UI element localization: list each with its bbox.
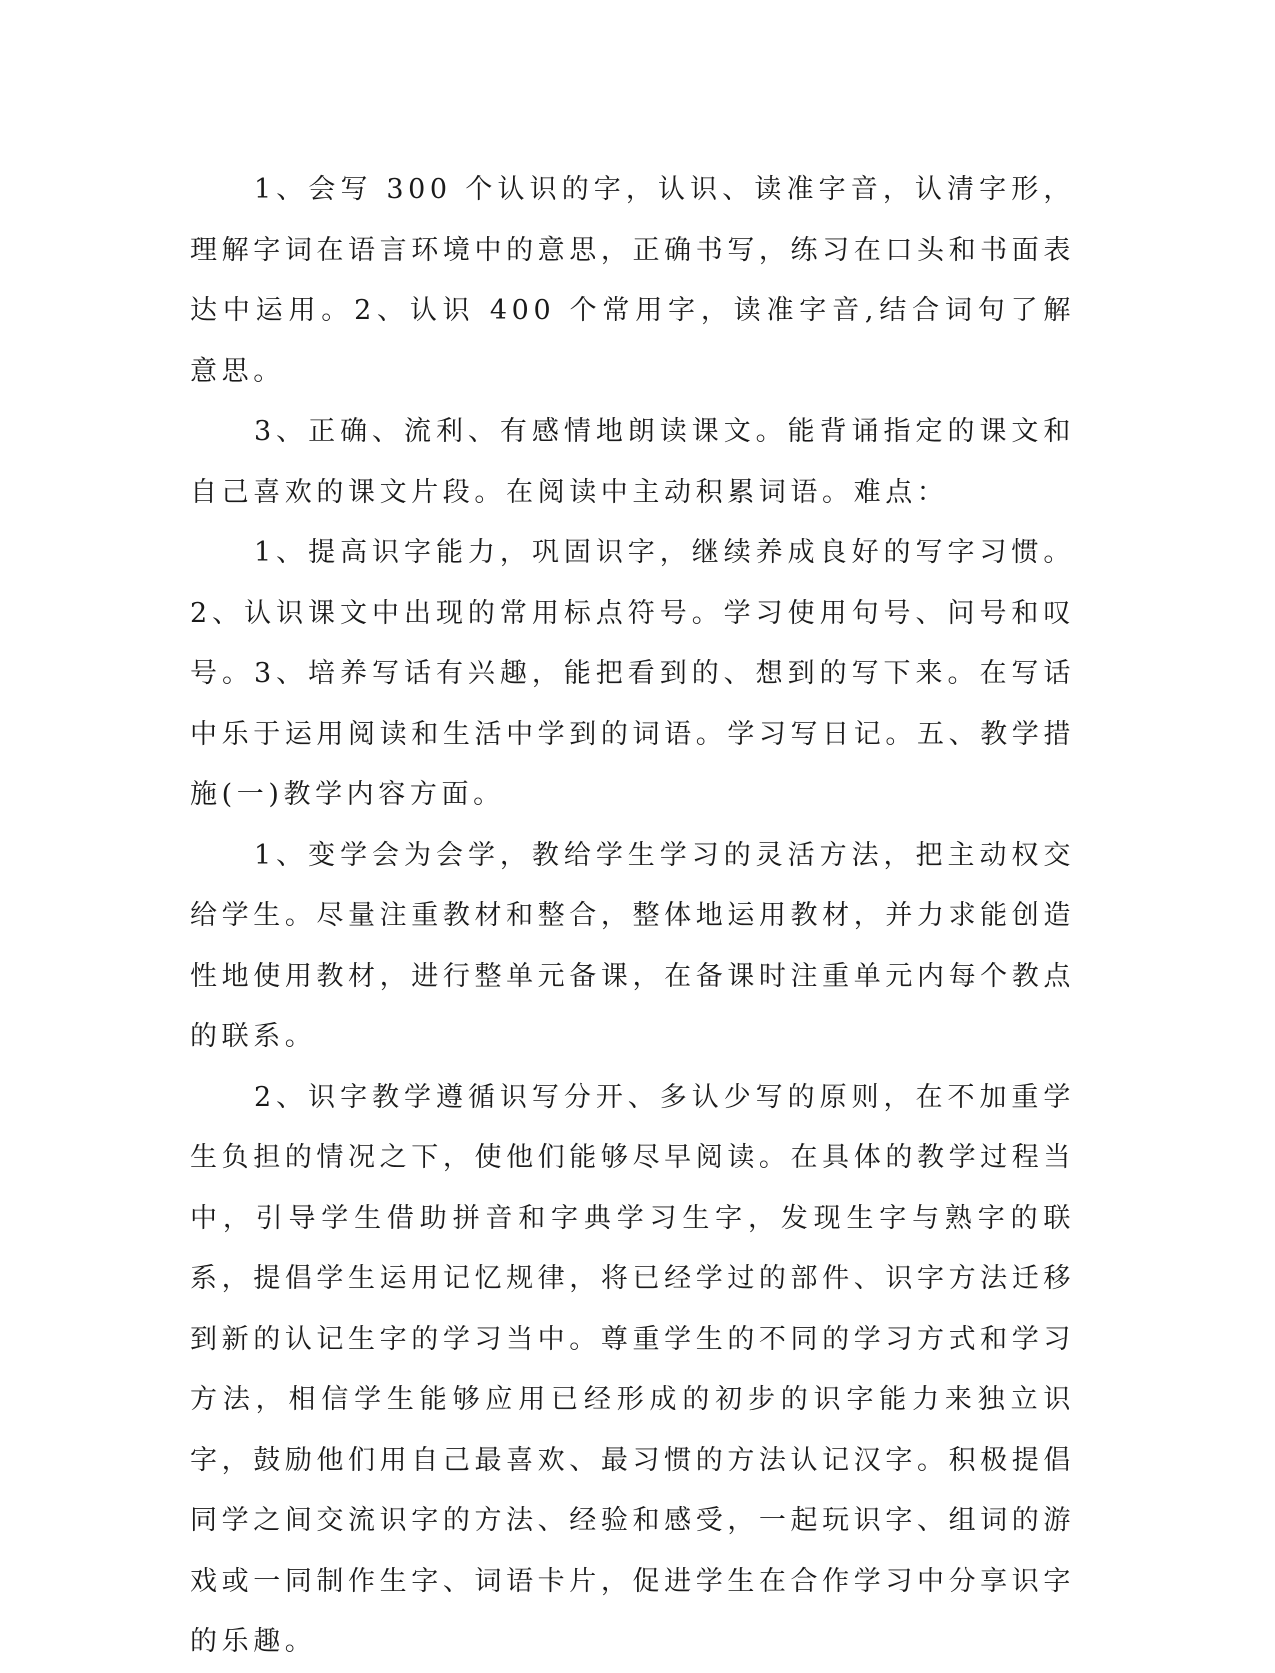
paragraph-4: 1、变学会为会学，教给学生学习的灵活方法，把主动权交给学生。尽量注重教材和整合，整体地运用教材，并力求能创造性地使用教材，进行整单元备课，在备课时注重单元内每个教点的联系。 <box>190 839 1075 1052</box>
paragraph-3: 1、提高识字能力，巩固识字，继续养成良好的写字习惯。2、认识课文中出现的常用标点符号。学习使用句号、问号和叹号。3、培养写话有兴趣，能把看到的、想到的写下来。在写话中乐于运用阅读和生活中学到的词语。学习写日记。五、教学措施(一)教学内容方面。 <box>190 537 1075 810</box>
paragraph-1: 1、会写 300 个认识的字，认识、读准字音，认清字形，理解字词在语言环境中的意思，正确书写，练习在口头和书面表达中运用。2、认识 400 个常用字，读准字音,结合词句了解意思。 <box>190 174 1075 387</box>
paragraph-5: 2、识字教学遵循识写分开、多认少写的原则，在不加重学生负担的情况之下，使他们能够尽早阅读。在具体的教学过程当中，引导学生借助拼音和字典学习生字，发现生字与熟字的联系，提倡学生运用记忆规律，将已经学过的部件、识字方法迁移到新的认记生字的学习当中。尊重学生的不同的学习方式和学习方法，相信学生能够应用已经形成的初步的识字能力来独立识字，鼓励他们用自己最喜欢、最习惯的方法认记汉字。积极提倡同学之间交流识字的方法、经验和感受，一起玩识字、组词的游戏或一同制作生字、词语卡片，促进学生在合作学习中分享识字的乐趣。 <box>190 1081 1075 1657</box>
paragraph-2: 3、正确、流利、有感情地朗读课文。能背诵指定的课文和自己喜欢的课文片段。在阅读中主动积累词语。难点： <box>190 416 1075 508</box>
document-body <box>190 160 1075 1673</box>
